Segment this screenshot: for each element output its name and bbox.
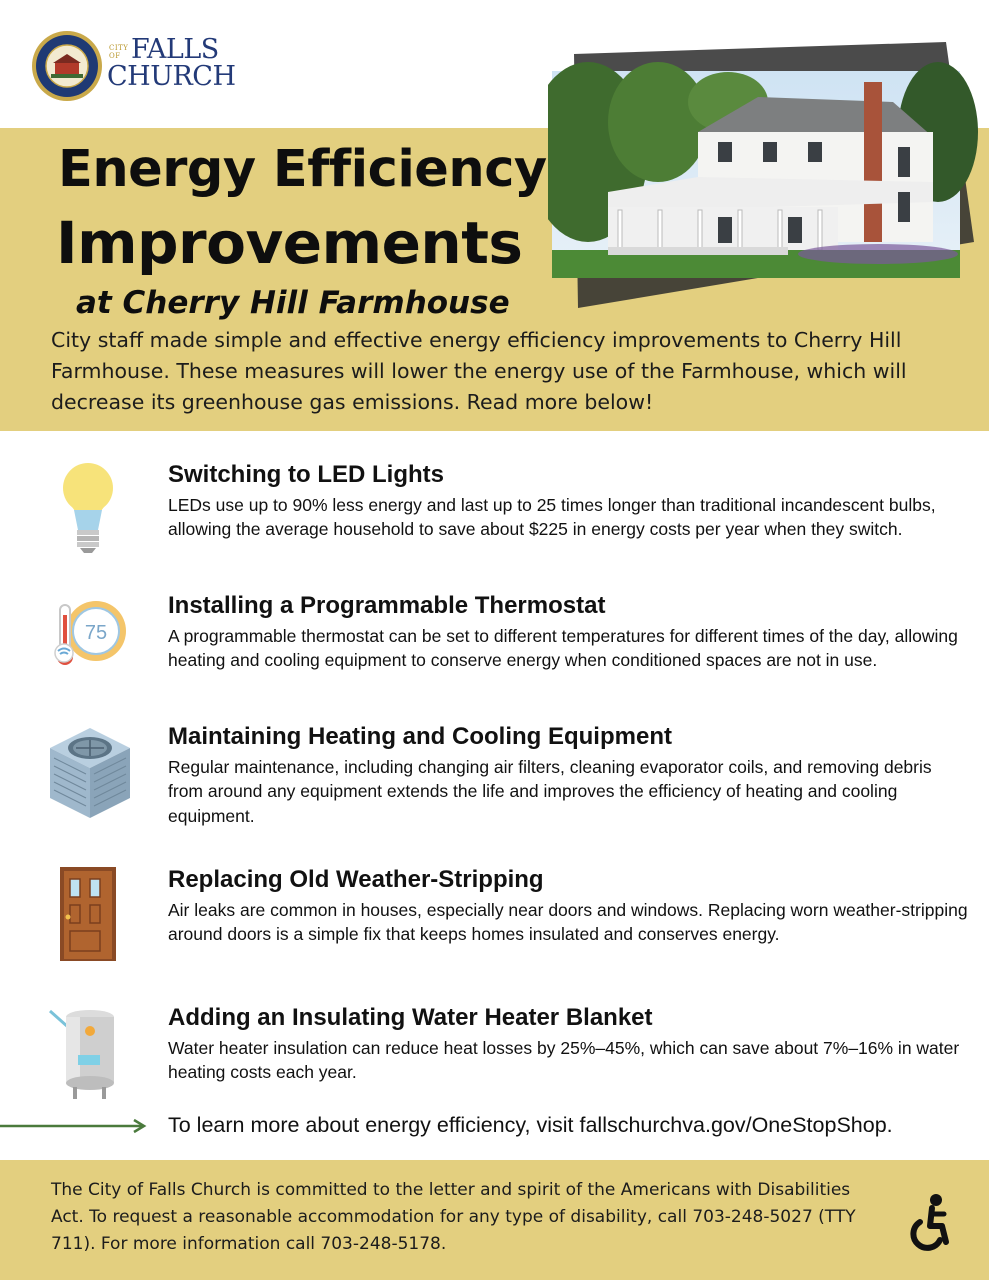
item-description: Regular maintenance, including changing air filters, cleaning evaporator coils, and removing debris from around any equipment extends the life and improves the efficiency of heating and cooling equipment. (168, 757, 932, 826)
logo-name-line2: CHURCH (107, 61, 236, 92)
door-icon (46, 865, 132, 965)
city-seal-icon (31, 30, 103, 102)
logo-name-line1: FALLS (131, 34, 219, 65)
accessibility-icon (902, 1192, 952, 1252)
page-subtitle: at Cherry Hill Farmhouse (76, 285, 510, 321)
city-logo (31, 30, 236, 110)
light-bulb-icon (46, 460, 132, 560)
item-description: LEDs use up to 90% less energy and last up to 25 times longer than traditional incandescent bulbs, allowing the average household to save about $225 in energy costs per year when they switch. (168, 495, 936, 540)
farmhouse-photo (548, 42, 978, 312)
learn-more-text: To learn more about energy efficiency, visit fallschurchva.gov/OneStopShop. (168, 1113, 893, 1137)
item-title: Replacing Old Weather-Stripping (168, 866, 544, 893)
item-title: Adding an Insulating Water Heater Blanket (168, 1004, 653, 1031)
item-title: Installing a Programmable Thermostat (168, 592, 606, 619)
item-title: Maintaining Heating and Cooling Equipment (168, 723, 672, 750)
logo-city-label: CITY OF (109, 44, 129, 60)
thermostat-reading: 75 (84, 622, 108, 644)
footer-ada-notice: The City of Falls Church is committed to the letter and spirit of the Americans with Disabilities Act. To request a reasonable accommodation for any type of disability, call 703-248-5027 (TTY 711). For more information call 703-248-5178. (51, 1180, 856, 1254)
item-title: Switching to LED Lights (168, 461, 444, 488)
item-description: Air leaks are common in houses, especially near doors and windows. Replacing worn weather-stripping around doors is a simple fix that keeps homes insulated and conserves energy. (168, 900, 968, 945)
water-heater-icon (46, 1003, 132, 1103)
arrow-right-icon (0, 1118, 150, 1134)
air-conditioner-icon (46, 722, 132, 822)
thermostat-icon (46, 591, 132, 691)
intro-paragraph: City staff made simple and effective energy efficiency improvements to Cherry Hill Farmhouse. These measures will lower the energy use of the Farmhouse, which will decrease its greenhouse gas emissions. Read more below! (51, 328, 907, 414)
learn-more-row (0, 1108, 989, 1142)
page-title-line2: Improvements (56, 209, 523, 277)
footer (0, 1160, 989, 1280)
page-title-line1: Energy Efficiency (58, 140, 547, 199)
item-description: Water heater insulation can reduce heat losses by 25%–45%, which can save about 7%–16% in water heating costs each year. (168, 1038, 960, 1083)
item-description: A programmable thermostat can be set to different temperatures for different times of the day, allowing heating and cooling equipment to conserve energy when conditioned spaces are not in use. (168, 626, 958, 671)
